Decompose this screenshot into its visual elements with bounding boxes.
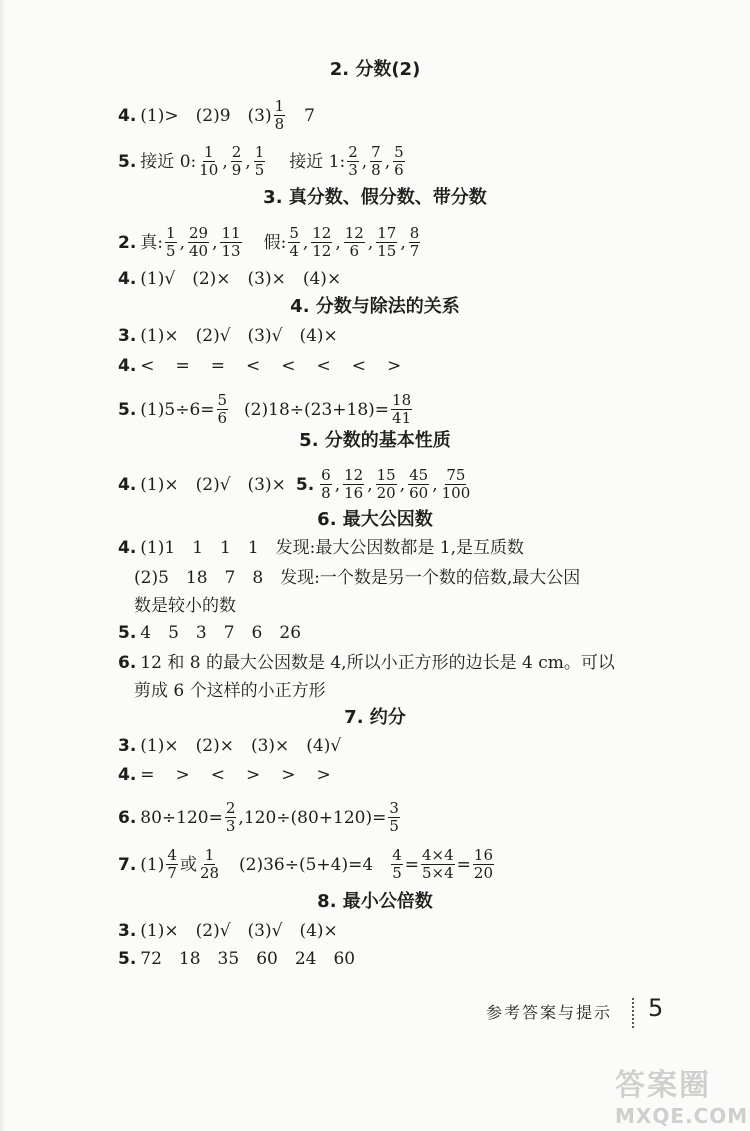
answer-text: (2)36÷(5+4)=4	[222, 854, 374, 875]
answer-text: (1)× (2)√ (3)√ (4)×	[140, 921, 338, 941]
fraction: $\frac{1}{28}$	[199, 846, 220, 882]
fraction: $\frac{1}{8}$	[274, 97, 285, 133]
answer-line	[118, 948, 355, 970]
answer-text: (1)× (2)√ (3)√ (4)×	[140, 326, 338, 346]
question-number: 5.	[118, 399, 137, 420]
answer-text: (1)× (2)√ (3)×	[140, 474, 286, 495]
page-edge-shadow	[0, 0, 6, 1131]
question-number: 4.	[118, 765, 137, 785]
fraction: $\frac{12}{6}$	[344, 224, 364, 260]
answer-text: 7	[287, 105, 315, 126]
answer-line: 4. (1)× (2)√ (3)× 5. $\frac{6}{8}$ , $\frac{12}{16}$ , $\frac{15}{20}$ , $\frac{45}{60}$ , $\frac{75}{100}$	[118, 466, 471, 502]
fraction: $\frac{18}{41}$	[392, 391, 412, 427]
fraction: $\frac{17}{15}$	[377, 224, 397, 260]
question-number: 5.	[118, 151, 137, 172]
question-number: 5.	[118, 949, 137, 969]
answer-line	[118, 652, 615, 674]
question-number: 7.	[118, 854, 137, 875]
answer-line	[118, 268, 341, 290]
section-heading-4: 4. 分数与除法的关系	[290, 296, 460, 317]
answer-text: 12 和 8 的最大公因数是 4,所以小正方形的边长是 4 cm。可以	[140, 653, 615, 673]
answer-line	[118, 537, 524, 559]
answer-line	[134, 680, 326, 702]
answer-text: 接近 1:	[289, 151, 346, 172]
question-number: 2.	[118, 232, 137, 253]
answer-line	[118, 847, 496, 882]
fraction: $\frac{7}{8}$	[371, 143, 381, 179]
question-number: 3.	[118, 921, 137, 941]
watermark-top-text: 答案圈	[615, 1068, 711, 1103]
fraction: $\frac{1}{5}$	[166, 224, 176, 260]
fraction: $\frac{29}{40}$	[188, 224, 209, 260]
answer-text: (1)× (2)× (3)× (4)√	[140, 736, 342, 756]
answer-text: (2)5 18 7 8 发现:一个数是另一个数的倍数,最大公因	[134, 568, 581, 588]
answer-line	[118, 622, 301, 644]
answer-line	[134, 595, 236, 617]
fraction: $\frac{45}{60}$	[409, 466, 429, 502]
answer-text: 或	[179, 854, 197, 875]
question-number: 4.	[118, 538, 137, 558]
fraction: $\frac{3}{5}$	[389, 799, 399, 835]
section-heading-2: 2. 分数(2)	[329, 59, 421, 80]
answer-text: < = = < < < < >	[140, 356, 404, 376]
footer-label-box	[482, 998, 634, 1028]
answer-text: (2)18÷(23+18)=	[244, 399, 390, 420]
answer-text: (1)	[140, 854, 165, 875]
page-number: 5	[648, 994, 664, 1022]
fraction: $\frac{6}{8}$	[321, 466, 331, 502]
answer-text: (1)√ (2)× (3)× (4)×	[140, 269, 342, 289]
answer-line	[118, 764, 333, 786]
answer-text: ,120÷(80+120)=	[238, 807, 387, 828]
fraction: $\frac{2}{3}$	[348, 143, 358, 179]
answer-text: (1)> (2)9 (3)	[140, 105, 272, 126]
answer-text: (1)5÷6=	[140, 399, 215, 420]
section-heading-3: 3. 真分数、假分数、带分数	[263, 187, 487, 208]
section-heading-8: 8. 最小公倍数	[317, 891, 433, 912]
fraction: $\frac{1}{10}$	[199, 143, 219, 179]
answer-text: 假:	[263, 232, 287, 253]
answer-text: 72 18 35 60 24 60	[140, 949, 356, 969]
question-number: 4.	[118, 105, 137, 126]
answer-text: 接近 0:	[140, 151, 197, 172]
section-heading-6: 6. 最大公因数	[317, 509, 433, 530]
answer-text: =	[456, 854, 471, 875]
answer-text: 4 5 3 7 6 26	[140, 623, 302, 643]
answer-text: 剪成 6 个这样的小正方形	[134, 681, 326, 701]
fraction: $\frac{4\times 4}{5\times 4}$	[422, 846, 454, 882]
fraction: $\frac{5}{4}$	[289, 224, 299, 260]
fraction: $\frac{16}{20}$	[473, 846, 493, 882]
watermark-logo	[615, 1060, 749, 1128]
question-number: 4.	[118, 269, 137, 289]
fraction: $\frac{15}{20}$	[376, 466, 396, 502]
question-number: 3.	[118, 736, 137, 756]
fraction: $\frac{4}{5}$	[392, 846, 402, 882]
section-heading-7: 7. 约分	[344, 707, 406, 728]
fraction: $\frac{5}{6}$	[217, 391, 228, 427]
question-number: 5.	[295, 474, 315, 495]
fraction: $\frac{2}{3}$	[225, 799, 236, 835]
fraction: $\frac{2}{9}$	[231, 143, 242, 179]
answer-line	[118, 392, 414, 427]
fraction: $\frac{4}{7}$	[167, 846, 177, 882]
fraction: $\frac{11}{13}$	[221, 224, 241, 260]
fraction: $\frac{12}{12}$	[312, 224, 332, 260]
question-number: 4.	[118, 474, 137, 495]
answer-line	[118, 325, 338, 347]
section-heading-5: 5. 分数的基本性质	[299, 430, 451, 451]
question-number: 3.	[118, 326, 137, 346]
answer-line	[118, 735, 341, 757]
answer-text: (1)1 1 1 1 发现:最大公因数都是 1,是互质数	[140, 538, 524, 558]
answer-line: 5. 接近 0: $\frac{1}{10}$ , $\frac{2}{9}$ , $\frac{1}{5}$ 接近 1: $\frac{2}{3}$ , $\frac{7}{8}$ , $\frac{5}{6}$	[118, 143, 404, 179]
answer-line: 2. 真: $\frac{1}{5}$ , $\frac{29}{40}$ , $\frac{11}{13}$ 假: $\frac{5}{4}$ , $\frac{12}{12}$ , $\frac{12}{6}$ , $\frac{17}{15}$ , $\frac{8}{7}$	[118, 224, 420, 260]
fraction: $\frac{8}{7}$	[409, 224, 420, 260]
fraction: $\frac{75}{100}$	[441, 466, 471, 502]
answer-line	[118, 98, 315, 133]
answer-text: 数是较小的数	[134, 596, 236, 616]
question-number: 6.	[118, 807, 137, 828]
answer-line	[118, 800, 402, 835]
question-number: 4.	[118, 356, 137, 376]
fraction: $\frac{12}{16}$	[344, 466, 364, 502]
answer-line	[118, 355, 403, 377]
question-number: 6.	[118, 653, 137, 673]
fraction: $\frac{1}{5}$	[254, 143, 265, 179]
answer-line	[134, 567, 580, 589]
question-number: 5.	[118, 623, 137, 643]
answer-line	[118, 920, 338, 942]
answer-text: 真:	[140, 232, 164, 253]
answer-text: = > < > > >	[140, 765, 333, 785]
answer-text: =	[404, 854, 419, 875]
watermark-bottom-text: MXQE.COM	[615, 1104, 749, 1128]
fraction: $\frac{5}{6}$	[394, 143, 404, 179]
answer-text: 80÷120=	[140, 807, 223, 828]
footer-label: 参考答案与提示	[486, 1003, 613, 1022]
